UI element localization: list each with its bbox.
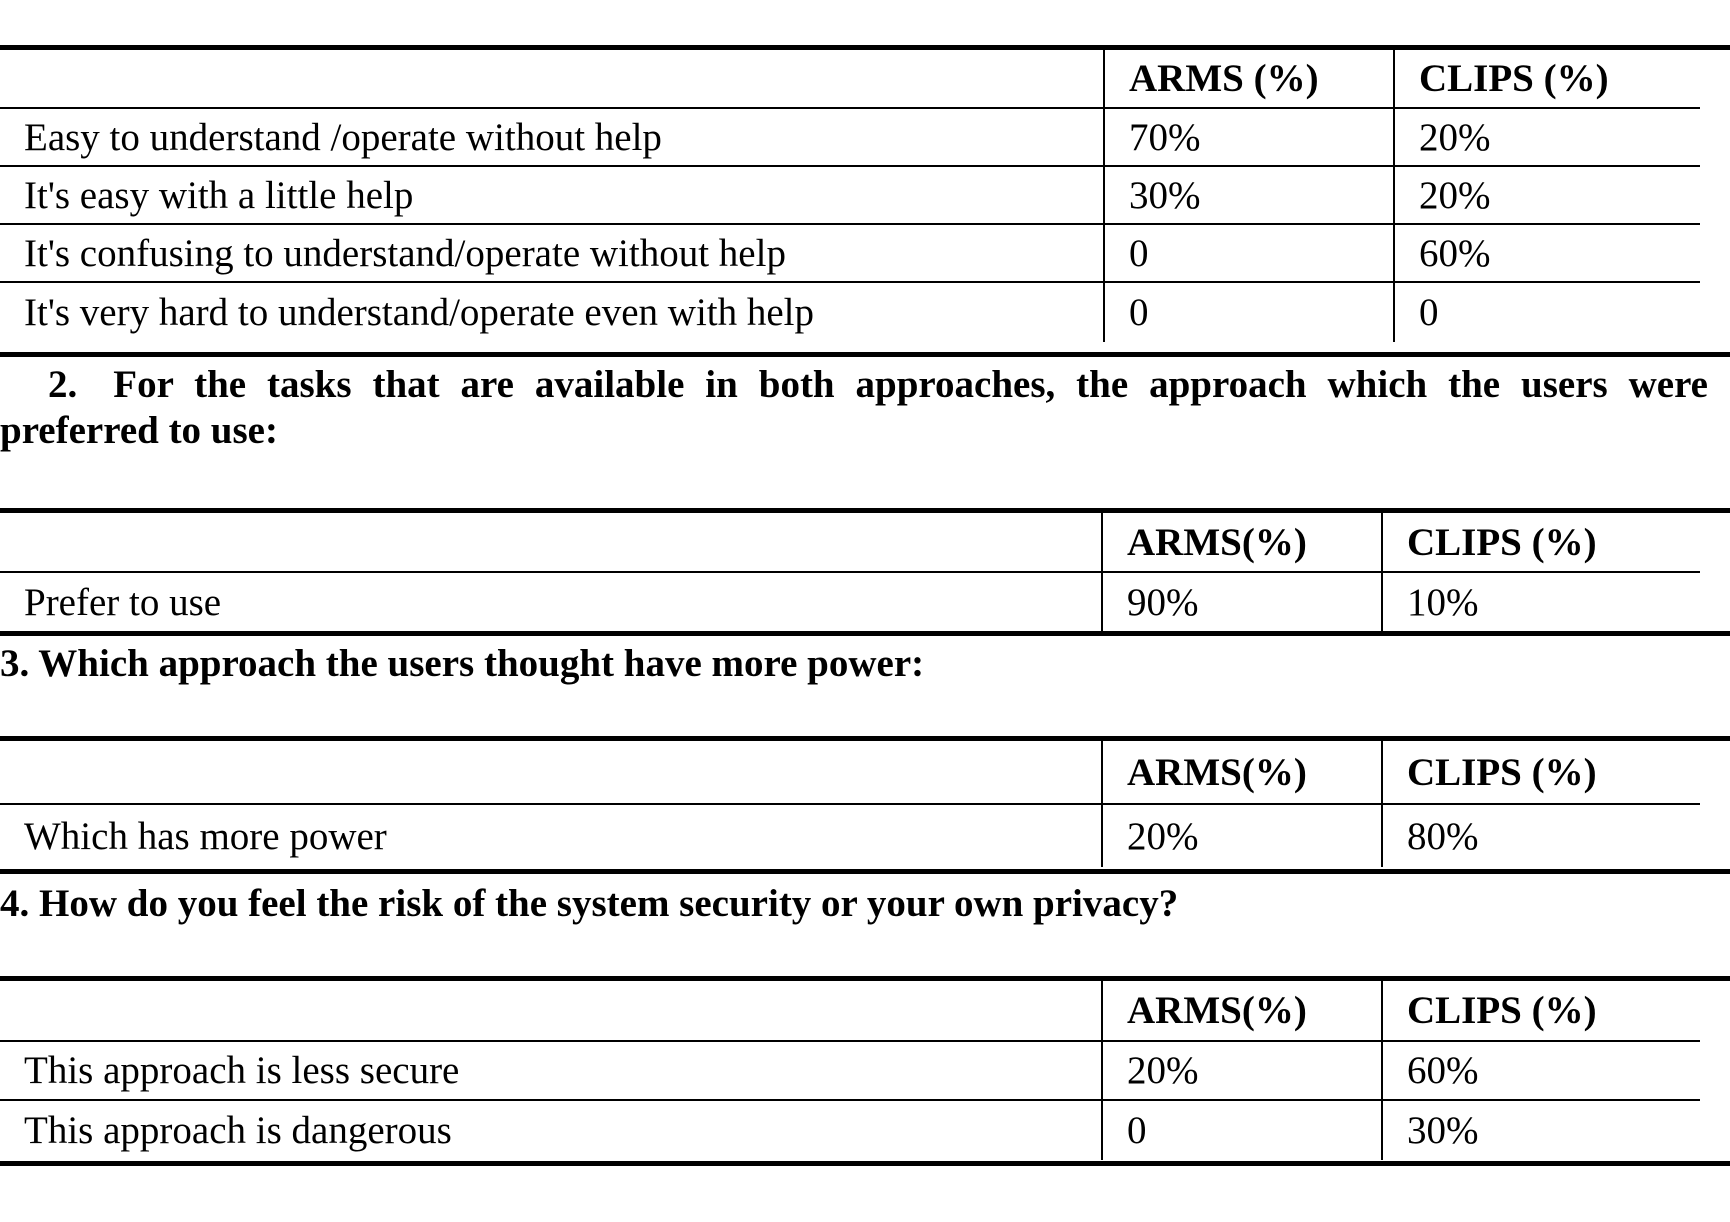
clips-value: 80% bbox=[1382, 804, 1700, 867]
header-clips: CLIPS (%) bbox=[1382, 981, 1700, 1041]
row-label: It's confusing to understand/operate without help bbox=[0, 224, 1104, 282]
row-label: Easy to understand /operate without help bbox=[0, 108, 1104, 166]
table-preference bbox=[0, 513, 1700, 631]
section-2-number: 2. bbox=[48, 363, 78, 406]
header-arms: ARMS(%) bbox=[1102, 741, 1382, 804]
table-row bbox=[0, 1100, 1700, 1160]
clips-value: 0 bbox=[1394, 282, 1700, 342]
arms-value: 0 bbox=[1102, 1100, 1382, 1160]
clips-value: 30% bbox=[1382, 1100, 1700, 1160]
row-label: This approach is less secure bbox=[0, 1041, 1102, 1100]
table-row bbox=[0, 572, 1700, 631]
table-header-row bbox=[0, 981, 1700, 1041]
header-arms: ARMS (%) bbox=[1104, 50, 1394, 108]
table-row bbox=[0, 108, 1700, 166]
arms-value: 30% bbox=[1104, 166, 1394, 224]
clips-value: 20% bbox=[1394, 166, 1700, 224]
table-row bbox=[0, 1041, 1700, 1100]
table-row bbox=[0, 166, 1700, 224]
table-header-row bbox=[0, 741, 1700, 804]
section-3-heading: 3. Which approach the users thought have more power: bbox=[0, 642, 925, 685]
header-clips: CLIPS (%) bbox=[1382, 513, 1700, 572]
arms-value: 20% bbox=[1102, 804, 1382, 867]
table2-bottom-rule bbox=[0, 631, 1730, 636]
section-2-text: For the tasks that are available in both approaches, the approach which the users were preferred to use: bbox=[0, 363, 1708, 452]
header-empty-cell bbox=[0, 981, 1102, 1041]
table-header-row bbox=[0, 50, 1700, 108]
section-2-heading bbox=[0, 362, 1708, 454]
header-empty-cell bbox=[0, 50, 1104, 108]
section-4-heading: 4. How do you feel the risk of the system security or your own privacy? bbox=[0, 882, 1179, 925]
row-label: It's easy with a little help bbox=[0, 166, 1104, 224]
clips-value: 10% bbox=[1382, 572, 1700, 631]
arms-value: 70% bbox=[1104, 108, 1394, 166]
row-label: This approach is dangerous bbox=[0, 1100, 1102, 1160]
header-arms: ARMS(%) bbox=[1102, 513, 1382, 572]
table-header-row bbox=[0, 513, 1700, 572]
clips-value: 60% bbox=[1382, 1041, 1700, 1100]
table-security-risk bbox=[0, 981, 1700, 1160]
header-empty-cell bbox=[0, 513, 1102, 572]
table4-bottom-rule bbox=[0, 1161, 1730, 1166]
table-understandability bbox=[0, 50, 1700, 342]
arms-value: 0 bbox=[1104, 282, 1394, 342]
arms-value: 0 bbox=[1104, 224, 1394, 282]
table3-bottom-rule bbox=[0, 869, 1730, 874]
row-label: It's very hard to understand/operate even with help bbox=[0, 282, 1104, 342]
table-row bbox=[0, 224, 1700, 282]
row-label: Prefer to use bbox=[0, 572, 1102, 631]
header-clips: CLIPS (%) bbox=[1382, 741, 1700, 804]
clips-value: 20% bbox=[1394, 108, 1700, 166]
row-label: Which has more power bbox=[0, 804, 1102, 867]
table-row bbox=[0, 804, 1700, 867]
table1-bottom-rule bbox=[0, 352, 1730, 357]
arms-value: 90% bbox=[1102, 572, 1382, 631]
clips-value: 60% bbox=[1394, 224, 1700, 282]
header-empty-cell bbox=[0, 741, 1102, 804]
header-arms: ARMS(%) bbox=[1102, 981, 1382, 1041]
table-row bbox=[0, 282, 1700, 342]
header-clips: CLIPS (%) bbox=[1394, 50, 1700, 108]
arms-value: 20% bbox=[1102, 1041, 1382, 1100]
table-power bbox=[0, 741, 1700, 867]
